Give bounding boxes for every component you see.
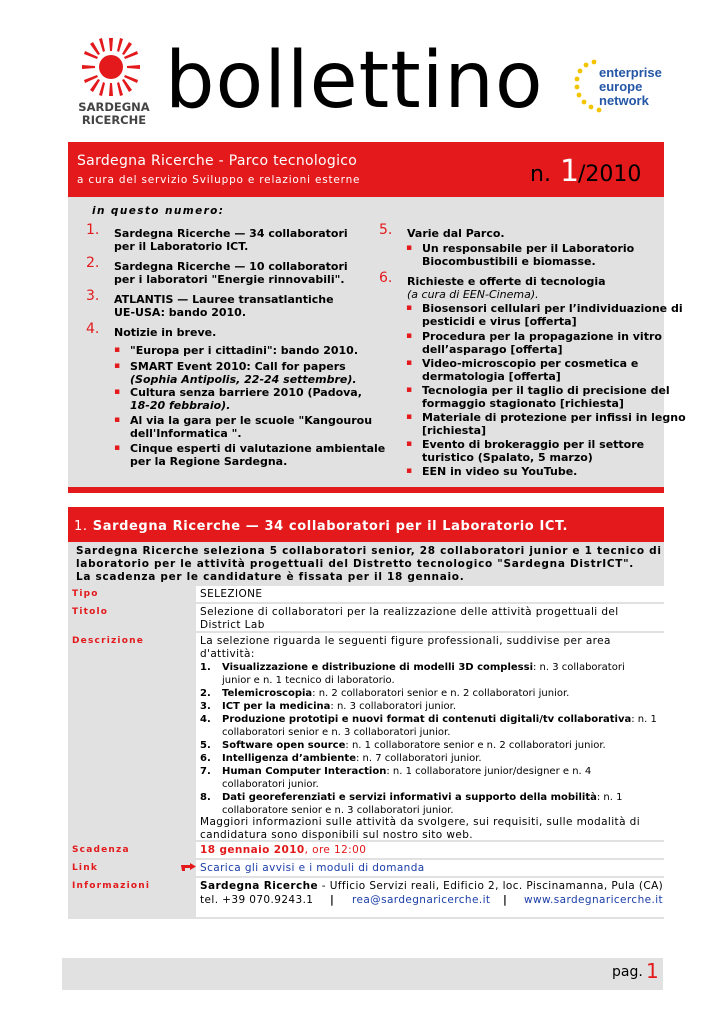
toc-text: Sardegna Ricerche — 10 collaboratori: [114, 260, 348, 273]
tech-item[interactable]: ▪ Video-microscopio per cosmetica e: [406, 357, 639, 370]
news-item[interactable]: ▪ "Europa per i cittadini": bando 2010.: [114, 344, 358, 357]
news-item[interactable]: ▪ Cinque esperti di valutazione ambientale: [114, 442, 386, 455]
newsletter-title: bollettino: [165, 36, 544, 126]
logo-text-line1: SARDEGNA: [78, 100, 150, 114]
toc-text: per il Laboratorio ICT.: [114, 240, 249, 253]
tech-item[interactable]: ▪ Materiale di protezione per infissi in legno: [406, 411, 686, 424]
varie-item-cont: Biocombustibili e biomasse.: [422, 255, 596, 268]
tech-item-cont: dell’asparago [offerta]: [422, 343, 563, 356]
toc-text: per i laboratori "Energie rinnovabili".: [114, 273, 345, 286]
news-item[interactable]: ▪ Cultura senza barriere 2010 (Padova,: [114, 386, 362, 399]
toc-text: Richieste e offerte di tecnologia: [407, 275, 606, 288]
label-informazioni: Informazioni: [72, 881, 151, 891]
scadenza-value: 18 gennaio 2010, ore 12:00: [200, 844, 367, 856]
toc-num: 1.: [86, 222, 100, 238]
news-item[interactable]: ▪ Al via la gara per le scuole "Kangourou: [114, 414, 373, 427]
een-text-1: enterprise: [599, 65, 662, 80]
summary-heading: in questo numero:: [92, 205, 225, 217]
article-intro: [68, 542, 664, 584]
label-descrizione: Descrizione: [72, 636, 145, 646]
intro-line: La scadenza per le candidature è fissata per il 18 gennaio.: [76, 571, 465, 583]
varie-item[interactable]: ▪ Un responsabile per il Laboratorio: [406, 242, 635, 255]
toc-num: 6.: [379, 270, 393, 286]
tech-item-cont: turistico (Spalato, 5 marzo): [422, 451, 593, 464]
toc-text: UE-USA: bando 2010.: [114, 306, 246, 319]
article-header: [68, 507, 664, 542]
tech-item[interactable]: ▪ Procedura per la propagazione in vitro: [406, 330, 662, 343]
issue-prefix: n.: [530, 162, 551, 187]
toc-text: ATLANTIS — Lauree transatlantiche: [114, 293, 334, 306]
info-tel: tel. +39 070.9243.1: [200, 894, 314, 906]
issue-num: 1: [560, 154, 580, 189]
cell-tipo: [196, 586, 664, 602]
label-link: Link: [72, 863, 99, 873]
toc-text: Notizie in breve.: [114, 326, 217, 339]
tech-item-cont: formaggio stagionato [richiesta]: [422, 397, 624, 410]
logo-text-line2: RICERCHE: [81, 113, 147, 127]
intro-line: Sardegna Ricerche seleziona 5 collaboratori senior, 28 collaboratori junior e 1 tecnico di: [76, 545, 662, 557]
article-num: 1.: [74, 519, 88, 534]
summary-divider: [68, 487, 664, 493]
pointing-hand-icon: [181, 862, 197, 872]
news-item-cont: (Sophia Antipolis, 22-24 settembre).: [130, 373, 357, 386]
sun-logo-icon: [80, 36, 142, 98]
page-number: 1: [646, 959, 659, 983]
toc-num: 5.: [379, 222, 393, 238]
label-tipo: Tipo: [72, 589, 99, 599]
band-subtitle: a cura del servizio Sviluppo e relazioni esterne: [77, 174, 361, 186]
tech-item[interactable]: ▪ Biosensori cellulari per l’individuazione di: [406, 302, 683, 315]
tech-item-cont: [richiesta]: [422, 424, 487, 437]
titolo-line: District Lab: [200, 619, 265, 631]
page-footer: [62, 958, 663, 990]
download-link[interactable]: Scarica gli avvisi e i moduli di domanda: [200, 862, 425, 874]
descr-intro: La selezione riguarda le seguenti figure professionali, suddivise per area: [200, 635, 611, 647]
toc-text: Sardegna Ricerche — 34 collaboratori: [114, 227, 348, 240]
toc-num: 3.: [86, 288, 100, 304]
tech-item-cont: dermatologia [offerta]: [422, 370, 561, 383]
news-item-cont: 18-20 febbraio).: [130, 399, 231, 412]
tipo-value: SELEZIONE: [200, 588, 263, 600]
news-item-cont: dell'Informatica ".: [130, 427, 242, 440]
titolo-line: Selezione di collaboratori per la realizzazione delle attività progettuali del: [200, 606, 619, 618]
info-email-link[interactable]: rea@sardegnaricerche.it: [352, 894, 491, 906]
article-title: Sardegna Ricerche — 34 collaboratori per il Laboratorio ICT.: [92, 519, 569, 534]
een-text-3: network: [599, 93, 649, 108]
page-label: pag.: [612, 964, 643, 980]
label-scadenza: Scadenza: [72, 845, 130, 855]
info-website-link[interactable]: www.sardegnaricerche.it: [524, 894, 664, 906]
info-separator: |: [330, 894, 335, 906]
eu-stars-icon: [572, 56, 602, 120]
band-title: Sardegna Ricerche - Parco tecnologico: [77, 153, 358, 169]
descr-outro: candidatura sono disponibili sul nostro sito web.: [200, 829, 473, 841]
info-line1: Sardegna Ricerche - Ufficio Servizi reali, Edificio 2, loc. Piscinamanna, Pula (CA): [200, 880, 664, 892]
issue-year: /2010: [578, 162, 642, 187]
descr-intro: d'attività:: [200, 648, 255, 660]
label-titolo: Titolo: [72, 607, 109, 617]
news-item[interactable]: ▪ SMART Event 2010: Call for papers: [114, 360, 346, 373]
tech-item[interactable]: ▪ EEN in video su YouTube.: [406, 465, 578, 478]
een-text-2: europe: [599, 79, 643, 94]
een-logo: [572, 56, 664, 120]
toc-num: 4.: [86, 321, 100, 337]
tech-item[interactable]: ▪ Evento di brokeraggio per il settore: [406, 438, 645, 451]
toc-num: 2.: [86, 255, 100, 271]
issue-number: [530, 150, 660, 190]
toc-text: Varie dal Parco.: [407, 227, 505, 240]
toc-subtext: (a cura di EEN-Cinema).: [407, 288, 539, 301]
tech-item-cont: pesticidi e virus [offerta]: [422, 315, 577, 328]
info-separator: |: [503, 894, 508, 906]
tech-item[interactable]: ▪ Tecnologia per il taglio di precisione del: [406, 384, 670, 397]
descr-outro: Maggiori informazioni sulle attività da svolgere, sui requisiti, sulle modalità di: [200, 816, 641, 828]
news-item-cont: per la Regione Sardegna.: [130, 455, 288, 468]
intro-line: laboratorio per le attività progettuali del Distretto tecnologico "Sardegna DistrICT".: [76, 558, 634, 570]
